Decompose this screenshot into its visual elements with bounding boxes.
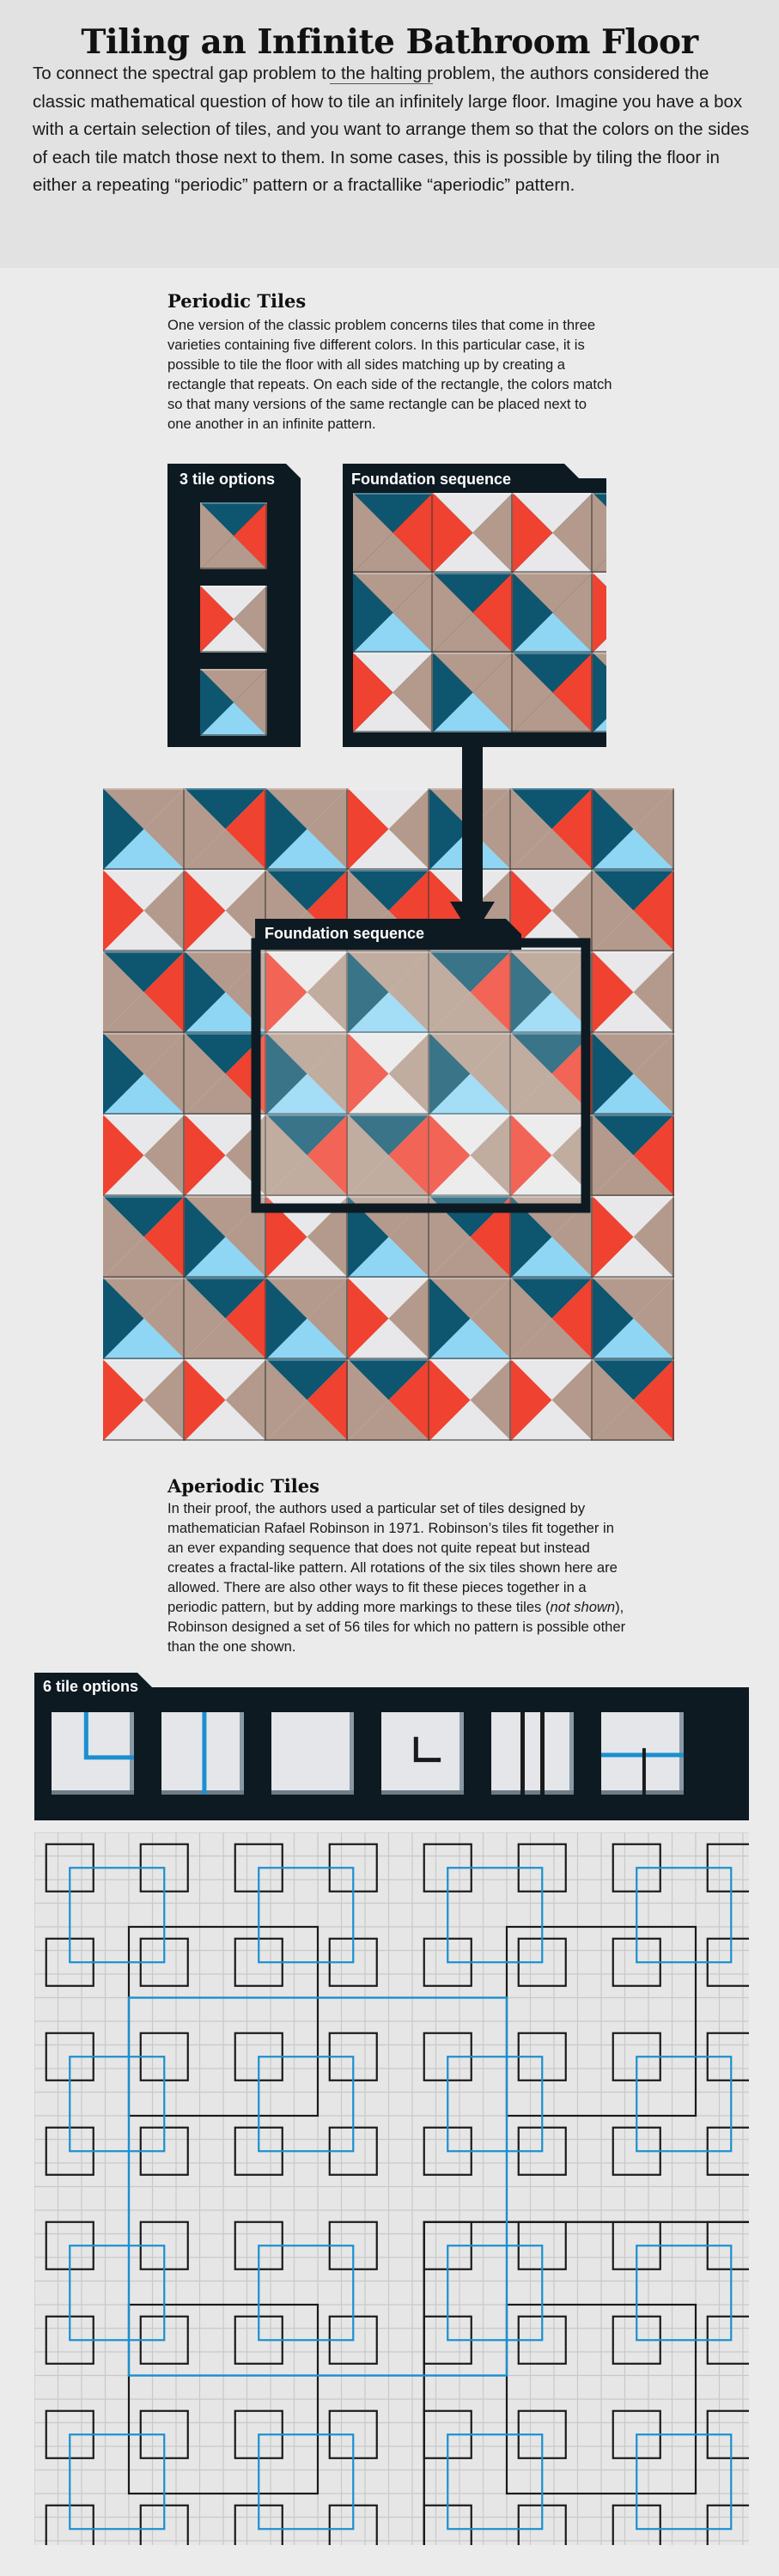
periodic-tile: [511, 1278, 593, 1359]
periodic-tile: [103, 1033, 185, 1115]
periodic-tile: [185, 1278, 266, 1359]
foundation-highlight: [256, 943, 586, 1208]
periodic-tile: [185, 788, 266, 870]
periodic-tile: [266, 1278, 348, 1359]
periodic-tile: [429, 1278, 511, 1359]
robinson-tile-vertical-blue: [161, 1712, 244, 1795]
periodic-tile: [593, 1196, 674, 1278]
robinson-tile-options-panel: [34, 1673, 749, 1820]
foundation-tile: [513, 493, 593, 573]
aperiodic-text-2: ), Robinson designed a set of 56 tiles for which no pattern is possible other than the one shown.: [167, 1599, 626, 1655]
foundation-label: Foundation sequence: [351, 471, 512, 488]
tile-option-C: [200, 669, 267, 736]
intro-paragraph: To connect the spectral gap problem to the halting problem, the authors considered the classic mathematical question of how to tile an infinitely large floor. Imagine you have a box with a certain selection of tiles, and you want to arrange them so that the colors on the sides of each tile match those next to them. In some cases, this is possible by tiling the floor in either a repeating “periodic” pattern or a fractallike “aperiodic” pattern.: [33, 64, 750, 195]
periodic-tile: [511, 788, 593, 870]
robinson-tile-corner-black: [381, 1712, 464, 1795]
aperiodic-text-1: In their proof, the authors used a particular set of tiles designed by mathematician Rafael Robinson in 1971. Robinson’s tiles fit together in an ever expanding sequence that does not quite repeat but instead creates a fractal-like pattern. All rotations of the six tiles shown here are allowed. There are also other ways to fit these pieces together in a periodic pattern, but by adding more markings to these tiles (: [167, 1500, 618, 1615]
tile-option-A: [200, 502, 267, 569]
robinson-tile-options-label: 6 tile options: [43, 1678, 139, 1695]
periodic-tile: [348, 1278, 429, 1359]
robinson-tile-corner-blue: [52, 1712, 134, 1795]
aperiodic-text-italic: not shown: [550, 1599, 616, 1615]
periodic-tile: [266, 788, 348, 870]
periodic-tile: [103, 1196, 185, 1278]
periodic-tile: [593, 1359, 674, 1441]
periodic-tiling: [103, 788, 679, 1441]
foundation-tile: [353, 573, 433, 653]
periodic-tile: [103, 870, 185, 951]
tile-option-B: [200, 586, 267, 653]
robinson-tile-blank: [271, 1712, 354, 1795]
periodic-tile: [593, 870, 674, 951]
periodic-tile: [593, 1033, 674, 1115]
foundation-overlay-label: Foundation sequence: [265, 925, 425, 942]
periodic-heading: Periodic Tiles: [167, 290, 307, 312]
foundation-tile: [513, 573, 593, 653]
robinson-tile-cross-blue: [601, 1712, 684, 1795]
connector-arrow: [447, 745, 500, 939]
periodic-tile: [593, 1115, 674, 1196]
page-title: Tiling an Infinite Bathroom Floor: [81, 22, 698, 62]
periodic-paragraph: One version of the classic problem concerns tiles that come in three varieties containing five different colors. In this particular case, it is possible to tile the floor with all sides matching up by creating a rectangle that repeats. On each side of the rectangle, the colors match so that many versions of the same rectangle can be placed next to one another in an infinite pattern.: [167, 317, 612, 432]
periodic-tile: [103, 1278, 185, 1359]
periodic-tile: [429, 1359, 511, 1441]
periodic-tile: [593, 951, 674, 1033]
foundation-tile: [593, 573, 606, 653]
foundation-tile: [593, 493, 606, 573]
foundation-tile: [513, 653, 593, 732]
periodic-tile: [266, 1359, 348, 1441]
periodic-tile: [103, 1115, 185, 1196]
foundation-tile: [353, 493, 433, 573]
aperiodic-tiling: [34, 1832, 749, 2545]
periodic-tile: [348, 788, 429, 870]
foundation-tile: [433, 653, 513, 732]
tile-options-panel: [167, 464, 301, 747]
foundation-tile: [433, 573, 513, 653]
robinson-tile-double-vertical-black: [491, 1712, 574, 1795]
foundation-tile: [593, 653, 606, 732]
aperiodic-paragraph: [167, 1498, 631, 1656]
periodic-tile: [185, 1359, 266, 1441]
periodic-tile: [103, 788, 185, 870]
periodic-tile: [593, 788, 674, 870]
aperiodic-heading: Aperiodic Tiles: [167, 1475, 320, 1497]
foundation-panel: [343, 464, 606, 747]
tile-options-label: 3 tile options: [180, 471, 276, 488]
periodic-tile: [511, 1359, 593, 1441]
periodic-tile: [103, 1359, 185, 1441]
periodic-tile: [348, 1359, 429, 1441]
foundation-tile: [353, 653, 433, 732]
periodic-tile: [103, 951, 185, 1033]
foundation-tile: [433, 493, 513, 573]
periodic-tile: [593, 1278, 674, 1359]
